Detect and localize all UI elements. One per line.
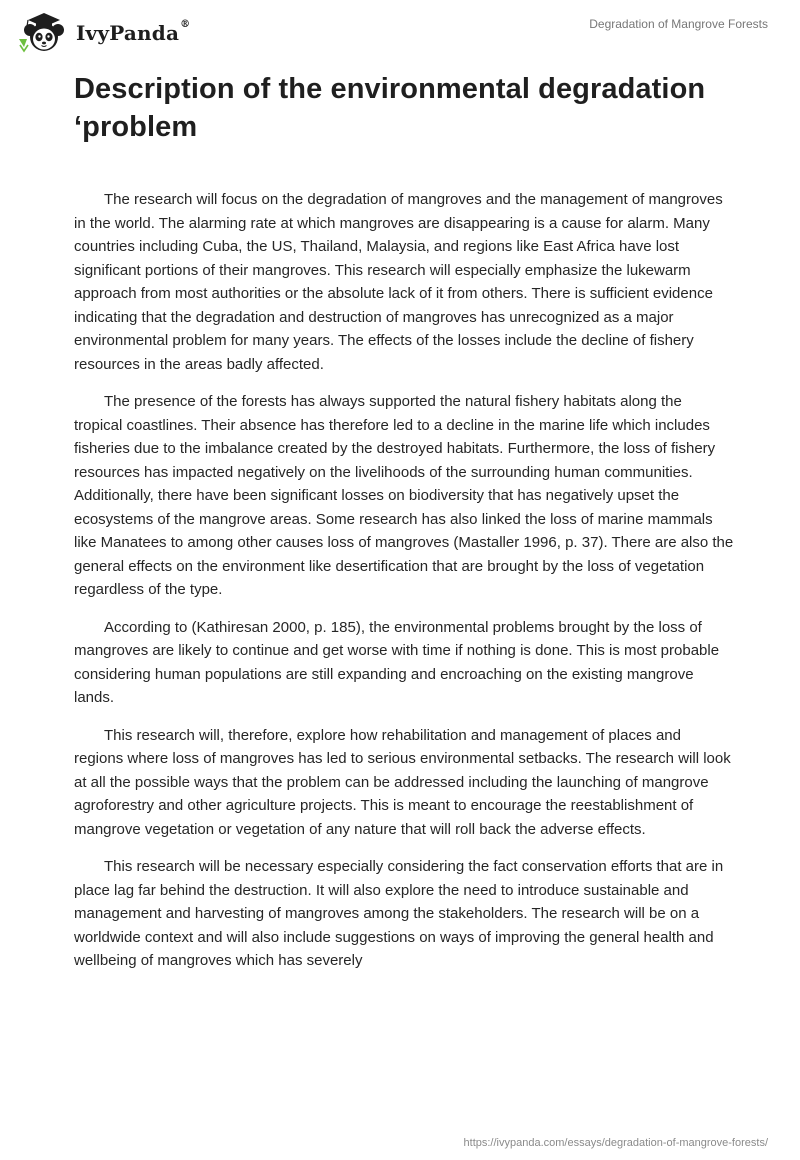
- registered-mark: ®: [180, 19, 191, 30]
- paragraph-3: According to (Kathiresan 2000, p. 185), the environmental problems brought by the loss of mangroves are likely to continue and get worse with time if nothing is done. This is most probable considering human populations are still expanding and encroaching on the existing mangrove lands.: [74, 618, 720, 706]
- paragraph-4: This research will, therefore, explore how rehabilitation and management of places and regions where loss of mangroves has led to serious environmental setbacks. The research will look at all the possible ways that the problem can be addressed including the launching of mangrove agroforestry and other agriculture projects. This is meant to encourage the reestablishment of mangrove vegetation or vegetation of any nature that will roll back the adverse effects.: [74, 726, 731, 838]
- panda-graduation-cap-icon[interactable]: [14, 9, 72, 53]
- paragraph-2: The presence of the forests has always supported the natural fishery habitats along the tropical coastlines. Their absence has therefore led to a decline in the marine life which includes fisheries due to the imbalance created by the destroyed habitats. Furthermore, the loss of fishery resources has impacted negatively on the livelihoods of the surrounding human communities. Additionally, there have been significant losses on biodiversity that has negatively upset the ecosystems of the mangrove areas. Some research has also linked the loss of marine mammals like Manatees to among other causes loss of mangroves (Mastaller 1996, p. 37). There are also the general effects on the environment like desertification that are brought by the loss of vegetation regardless of the type.: [74, 393, 734, 598]
- header: [0, 0, 800, 60]
- source-url-link[interactable]: https://ivypanda.com/essays/degradation-of-mangrove-forests/: [463, 1137, 768, 1149]
- paragraph-5: This research will be necessary especially considering the fact conservation efforts that are in place lag far behind the destruction. It will also explore the need to introduce sustainable and management and harvesting of mangroves among the stakeholders. The research will be on a worldwide context and will also include suggestions on ways of improving the general health and wellbeing of mangroves which has severely: [74, 858, 724, 969]
- article: [74, 70, 734, 987]
- document-title: Degradation of Mangrove Forests: [589, 17, 768, 31]
- brand-name[interactable]: [76, 21, 190, 45]
- brand-text: IvyPanda: [76, 21, 180, 45]
- article-body: [74, 188, 734, 973]
- article-heading: Description of the environmental degradation ‘problem: [74, 73, 706, 143]
- paragraph-1: The research will focus on the degradation of mangroves and the management of mangroves in the world. The alarming rate at which mangroves are disappearing is a cause for alarm. Many countries including Cuba, the US, Thailand, Malaysia, and regions like East Africa have lost significant portions of their mangroves. This research will especially emphasize the lukewarm approach from most authorities or the absolute lack of it from others. There is sufficient evidence indicating that the degradation and destruction of mangroves has unrecognized as a major environmental problem for many years. The effects of the losses include the decline of fishery resources in the areas badly affected.: [74, 191, 723, 373]
